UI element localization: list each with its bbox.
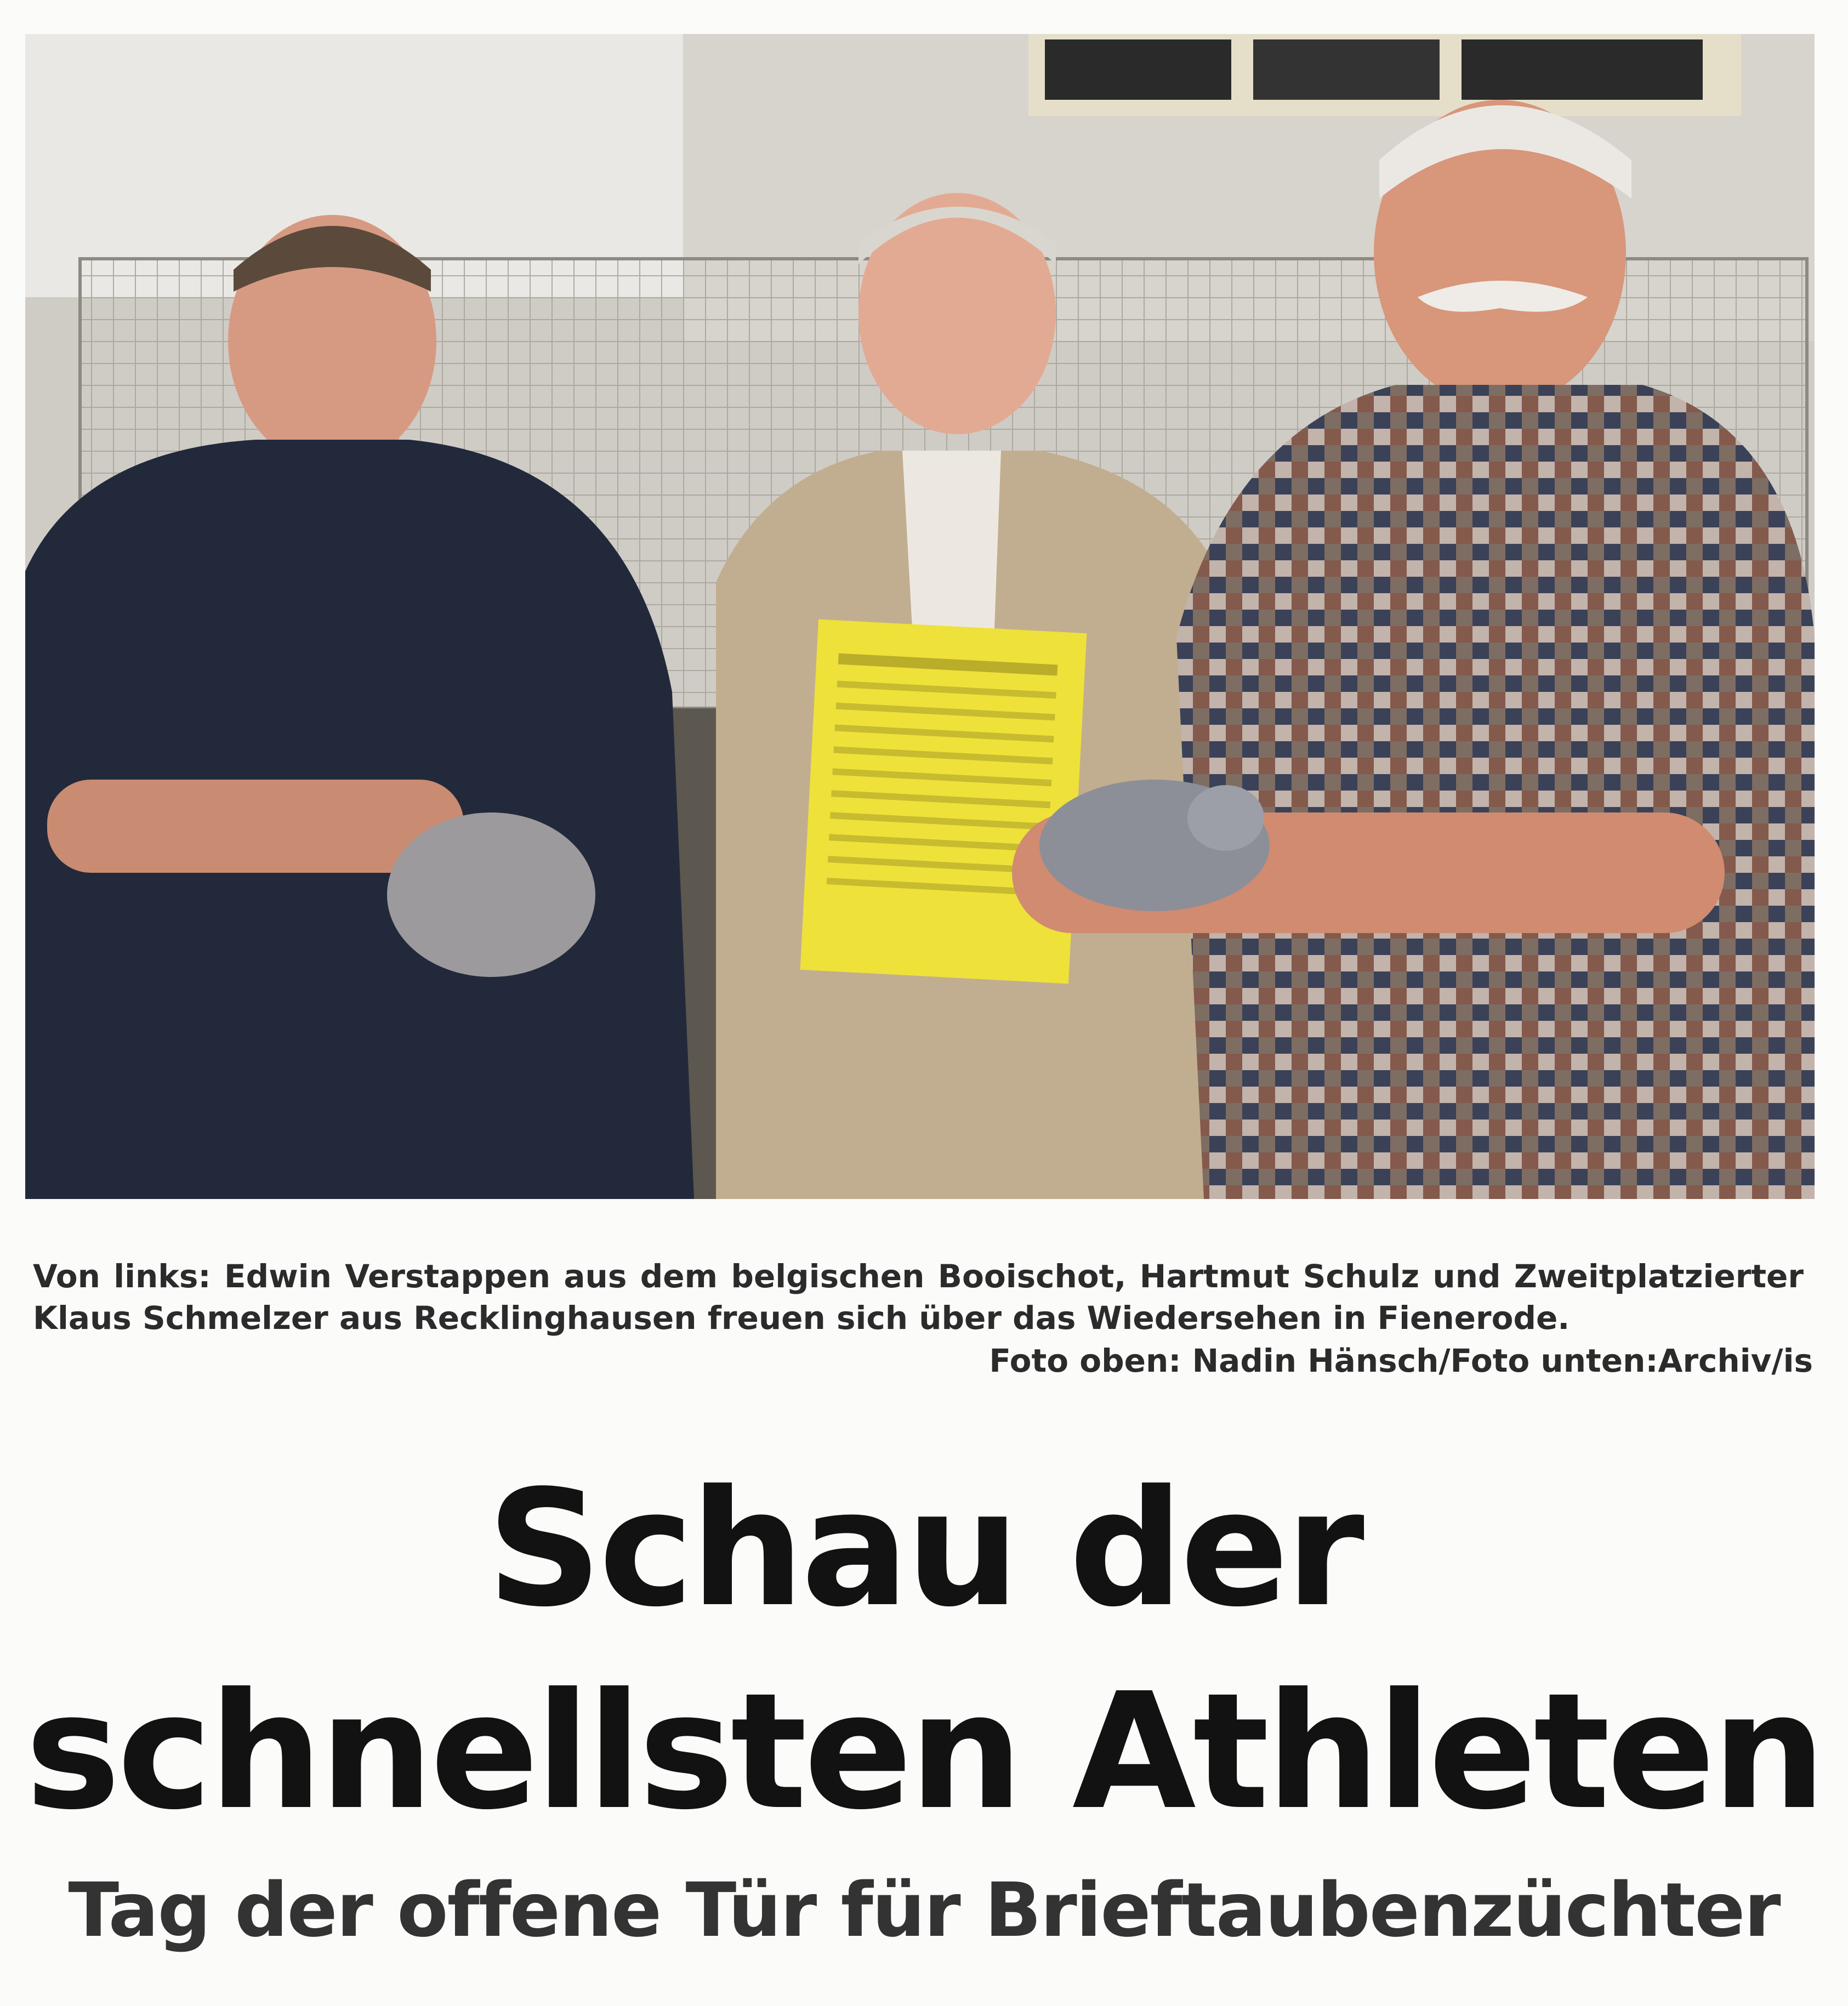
article-subheadline: Tag der offene Tür für Brieftaubenzüchter (68, 1867, 1780, 1954)
article-photo (25, 34, 1815, 1199)
article-headline: Schau der schnellsten Athleten (25, 1456, 1823, 1845)
photo-credit: Foto oben: Nadin Hänsch/Foto unten:Archiv/is (989, 1342, 1813, 1379)
photo-caption: Von links: Edwin Verstappen aus dem belgischen Booischot, Hartmut Schulz und Zweitplatzierter Klaus Schmelzer aus Recklinghausen freuen sich über das Wiedersehen in Fienerode. (33, 1258, 1804, 1337)
photo-illustration (25, 34, 1815, 1199)
